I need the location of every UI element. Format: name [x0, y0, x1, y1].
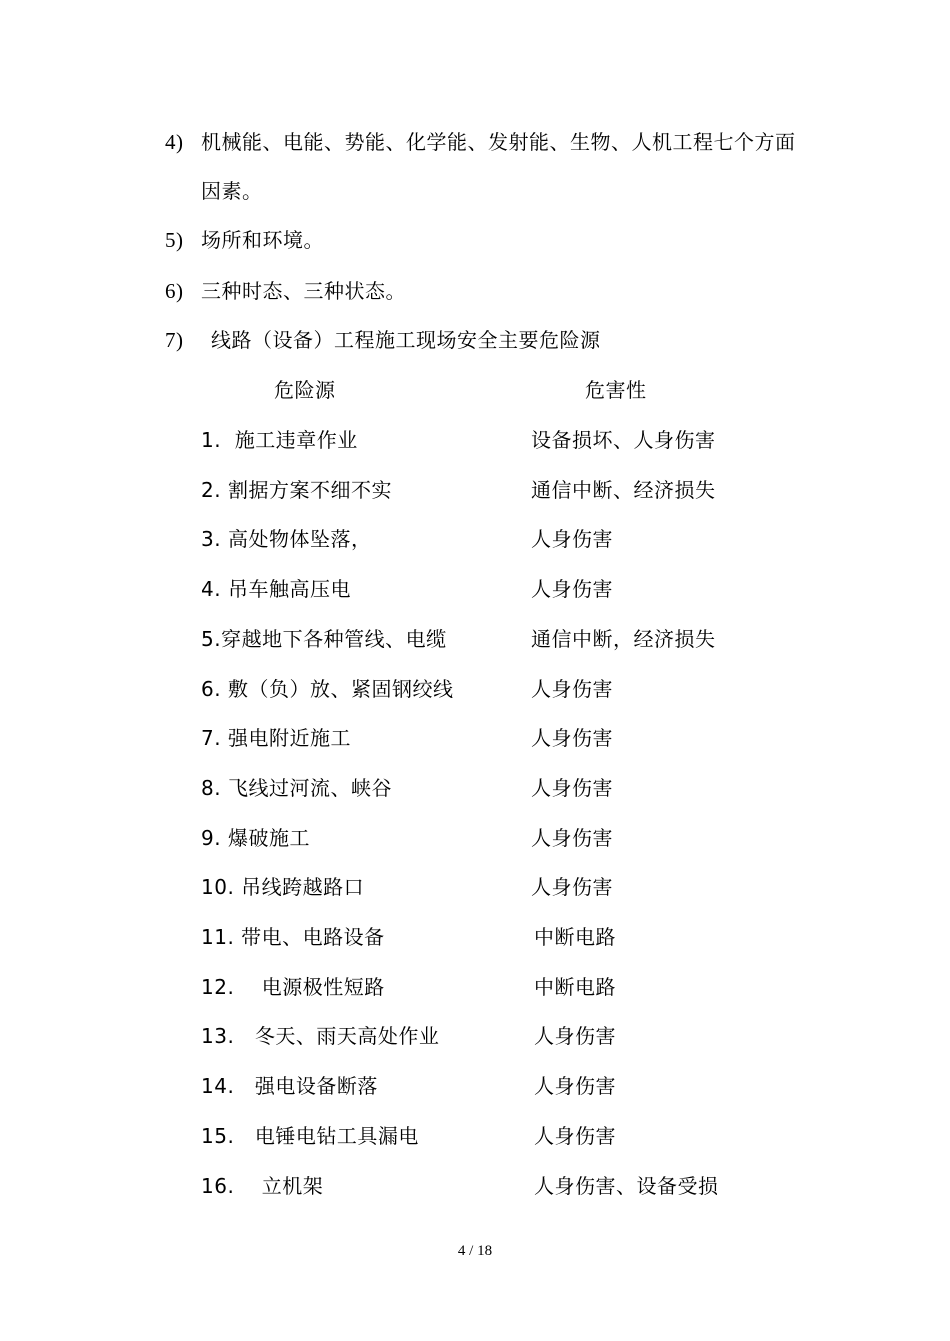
hazard-harm: 人身伤害	[531, 527, 613, 551]
item-number: 6)	[165, 279, 184, 303]
hazard-harm: 通信中断，经济损失	[531, 627, 716, 651]
header-harm: 危害性	[585, 378, 647, 402]
hazard-harm: 人身伤害	[531, 726, 613, 750]
hazard-harm: 通信中断、经济损失	[531, 478, 716, 502]
hazard-source: 13. 冬天、雨天高处作业	[201, 1024, 440, 1048]
hazard-harm: 人身伤害	[531, 875, 613, 899]
hazard-source: 12. 电源极性短路	[201, 975, 385, 999]
item-text: 机械能、电能、势能、化学能、发射能、生物、人机工程七个方面	[201, 130, 796, 154]
hazard-source: 2. 割据方案不细不实	[201, 478, 392, 502]
hazard-harm: 中断电路	[534, 925, 616, 949]
hazard-source: 16. 立机架	[201, 1174, 324, 1198]
hazard-harm: 人身伤害	[531, 577, 613, 601]
hazard-harm: 人身伤害	[531, 826, 613, 850]
hazard-harm: 人身伤害	[531, 677, 613, 701]
item-text: 线路（设备）工程施工现场安全主要危险源	[211, 328, 601, 352]
hazard-harm: 人身伤害	[534, 1074, 616, 1098]
hazard-source: 3. 高处物体坠落，	[201, 527, 372, 551]
hazard-source: 6. 敷（负）放、紧固钢绞线	[201, 677, 454, 701]
hazard-source: 15. 电锤电钻工具漏电	[201, 1124, 419, 1148]
hazard-source: 9. 爆破施工	[201, 826, 310, 850]
hazard-source: 8. 飞线过河流、峡谷	[201, 776, 392, 800]
hazard-harm: 中断电路	[534, 975, 616, 999]
header-source: 危险源	[274, 378, 336, 402]
hazard-source: 10. 吊线跨越路口	[201, 875, 365, 899]
hazard-source: 4. 吊车触高压电	[201, 577, 351, 601]
item-text: 因素。	[201, 179, 263, 203]
hazard-harm: 人身伤害、设备受损	[534, 1174, 719, 1198]
item-number: 4)	[165, 130, 184, 154]
item-text: 三种时态、三种状态。	[201, 279, 406, 303]
hazard-source: 11. 带电、电路设备	[201, 925, 385, 949]
item-number: 7)	[165, 328, 184, 352]
hazard-harm: 设备损坏、人身伤害	[531, 428, 716, 452]
hazard-source: 14. 强电设备断落	[201, 1074, 378, 1098]
hazard-harm: 人身伤害	[534, 1124, 616, 1148]
hazard-source: 5.穿越地下各种管线、电缆	[201, 627, 447, 651]
hazard-harm: 人身伤害	[531, 776, 613, 800]
hazard-source: 1. 施工违章作业	[201, 428, 358, 452]
page-number: 4 / 18	[457, 1243, 493, 1259]
hazard-source: 7. 强电附近施工	[201, 726, 351, 750]
item-text: 场所和环境。	[201, 228, 324, 252]
hazard-harm: 人身伤害	[534, 1024, 616, 1048]
item-number: 5)	[165, 228, 184, 252]
